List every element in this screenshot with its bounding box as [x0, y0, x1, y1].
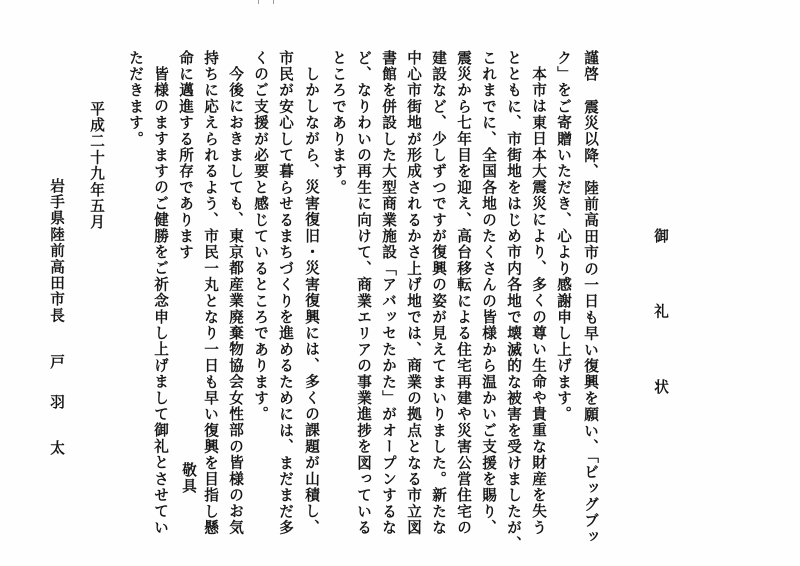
body-line-19: ただきます。: [127, 50, 144, 148]
body-line-3: 本市は東日本大震災により、多くの尊い生命や貴重な財産を失う: [530, 66, 547, 536]
signature-surname: 戸: [48, 354, 65, 371]
body-line-7: 建設など、少しずつですが復興の姿が見えてまいりました。新たな: [430, 50, 447, 536]
body-line-13: 市民が安心して暮らせるまちづくりを進めるためには、まだまだ多: [277, 50, 294, 536]
body-line-5: これまでに、全国各地のたくさんの皆様から温かいご支援を賜り、: [480, 50, 497, 536]
body-line-2: ク」をご寄贈いただき、心より感謝申し上げます。: [555, 50, 572, 423]
signature-suffix: 太: [48, 440, 65, 457]
body-line-6: 震災から七年目を迎え、高台移転による住宅再建や災害公営住宅の: [455, 50, 472, 536]
signature-org: 岩手県陸前高田市長: [48, 178, 65, 324]
signature-given: 羽: [48, 394, 65, 411]
body-line-1: 震災以降、陸前高田市の一日も早い復興を願い、「ビッグブッ: [582, 99, 599, 546]
letter-title: 御 礼 状: [652, 228, 669, 416]
body-line-11: ところであります。: [330, 50, 347, 196]
body-line-10: ど、なりわいの再生に向けて、商業エリアの事業進捗を図っている: [355, 50, 372, 536]
body-line-14: くのご支援が必要と感じているところであります。: [252, 50, 269, 423]
letter-date: 平成二十九年五月: [88, 101, 105, 231]
body-line-4: とともに、市街地をはじめ市内各地で壊滅的な被害を受けましたが、: [505, 50, 522, 553]
body-line-17: 命に邁進する所存であります: [177, 50, 194, 261]
opening-word: 謹啓: [582, 50, 599, 83]
scan-edge-mark: [258, 0, 274, 4]
body-line-18: 皆様のますますのご健勝をご祈念申し上げまして御礼とさせてい: [152, 66, 169, 536]
body-line-9: 書館を併設した大型商業施設「アバッセたかた」がオープンするな: [380, 50, 397, 536]
body-line-15: 今後におきましても、東京都産業廃棄物協会女性部の皆様のお気: [227, 66, 244, 536]
body-line-12: しかしながら、災害復旧・災害復興には、多くの課題が山積し、: [303, 66, 320, 536]
closing-word: 敬具: [180, 462, 197, 495]
body-line-16: 持ちに応えられるよう、市民一丸となり一日も早い復興を目指し懸: [202, 50, 219, 536]
body-line-8: 中心市街地が形成されるかさ上げ地では、商業の拠点となる市立図: [405, 50, 422, 536]
